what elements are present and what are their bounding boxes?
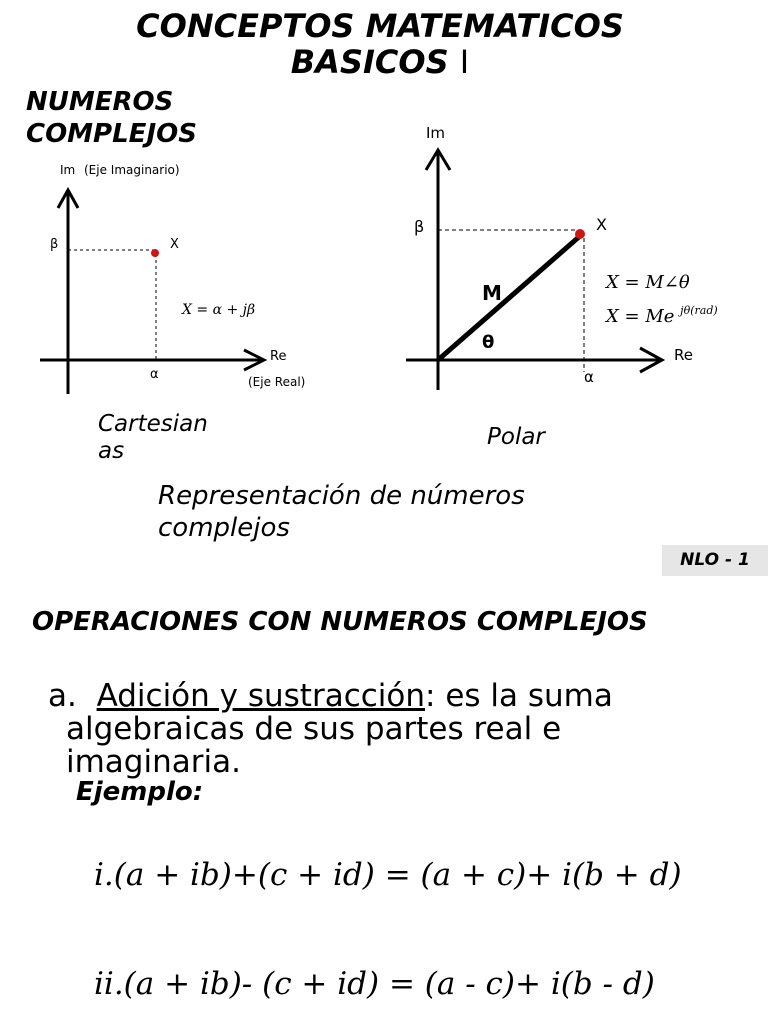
- caption-cartesian: [98, 411, 208, 465]
- list-item-addition-line-3: imaginaria.: [66, 744, 241, 780]
- list-item-addition-line-1: [48, 680, 613, 713]
- section-heading-line-1: NUMEROS: [26, 87, 174, 117]
- cartesian-re-note: (Eje Real): [248, 375, 306, 389]
- list-item-addition: [48, 680, 613, 779]
- polar-re-label: Re: [674, 346, 693, 364]
- polar-equation-exp: [604, 304, 718, 327]
- equation-sum: i.(a + ib)+(c + id) = (a + c)+ i(b + d): [94, 857, 682, 893]
- caption-representation: [158, 480, 525, 544]
- list-item-term: Adición y sustracción: [96, 678, 426, 714]
- polar-point: [575, 229, 585, 239]
- polar-m-label: M: [482, 281, 502, 305]
- caption-representation-line-1: Representación de números: [158, 481, 525, 511]
- cartesian-im-note: (Eje Imaginario): [84, 163, 180, 177]
- caption-cartesian-line-2: as: [98, 438, 125, 464]
- cartesian-beta-label: β: [50, 237, 59, 252]
- polar-equation-exp-exponent: jθ(rad): [680, 304, 718, 317]
- section-heading-line-2: COMPLEJOS: [26, 119, 197, 149]
- cartesian-im-label: Im: [60, 163, 76, 177]
- slide-number-badge: NLO - 1: [662, 545, 768, 576]
- cartesian-re-label: Re: [270, 349, 287, 364]
- caption-representation-line-2: complejos: [158, 513, 290, 543]
- caption-polar: Polar: [487, 424, 545, 450]
- operations-heading: OPERACIONES CON NUMEROS COMPLEJOS: [32, 607, 648, 637]
- title-suffix: I: [459, 43, 470, 81]
- cartesian-diagram: [36, 156, 316, 400]
- section-heading-complex-numbers: [26, 86, 197, 150]
- list-item-marker: a.: [48, 678, 77, 714]
- polar-equation-angle: X = M∠θ: [606, 272, 690, 293]
- equation-difference: ii.(a + ib)- (c + id) = (a - c)+ i(b - d): [94, 966, 655, 1002]
- page-title: [0, 8, 764, 80]
- title-line-2: [0, 44, 764, 80]
- caption-cartesian-line-1: Cartesian: [98, 411, 208, 437]
- polar-magnitude-line: [438, 236, 580, 360]
- polar-theta-label: θ: [482, 332, 495, 353]
- list-item-text: : es la suma: [425, 678, 613, 714]
- cartesian-alpha-label: α: [150, 367, 159, 382]
- title-line-2-text: BASICOS: [290, 43, 449, 81]
- polar-beta-label: β: [414, 217, 425, 236]
- cartesian-point: [151, 249, 159, 257]
- list-item-addition-line-2: algebraicas de sus partes real e: [66, 711, 562, 747]
- polar-im-label: Im: [426, 124, 446, 142]
- cartesian-x-label: X: [170, 237, 179, 252]
- polar-equation-exp-base: X = Me: [606, 306, 675, 327]
- example-label: Ejemplo:: [76, 777, 204, 807]
- cartesian-equation: X = α + jβ: [182, 302, 256, 318]
- polar-diagram: [398, 120, 728, 396]
- title-line-1: CONCEPTOS MATEMATICOS: [136, 7, 624, 45]
- polar-x-label: X: [596, 215, 607, 234]
- polar-alpha-label: α: [584, 368, 594, 386]
